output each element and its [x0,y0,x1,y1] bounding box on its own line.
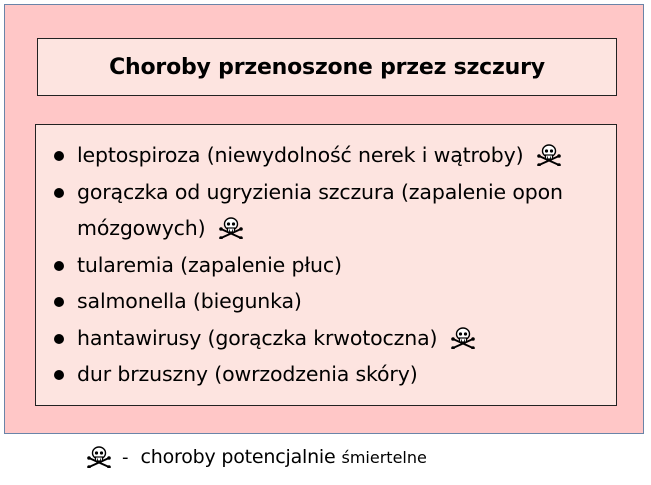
disease-list-box [35,124,617,406]
legend-text: choroby potencjalnie [140,446,336,468]
disease-name: salmonella (biegunka) [77,289,302,313]
skull-crossbones-icon [450,327,476,349]
bullet-icon [54,261,64,271]
disease-name: dur brzuszny (owrzodzenia skóry) [77,362,418,386]
skull-crossbones-icon [536,144,562,166]
disease-list [36,125,616,393]
bullet-icon [54,188,64,198]
bullet-icon [54,334,64,344]
list-item [36,320,616,357]
bullet-icon [54,297,64,307]
bullet-icon [54,151,64,161]
disease-name: hantawirusy (gorączka krwotoczna) [77,325,438,350]
skull-crossbones-icon [218,217,244,239]
list-item [36,174,616,247]
disease-name: gorączka od ugryzienia szczura (zapalenie opon mózgowych) [77,179,563,240]
list-item [36,137,616,174]
list-item [36,247,616,284]
list-item [36,356,616,393]
legend [86,446,427,468]
legend-dash: - [122,446,129,468]
title-box [37,38,617,96]
list-item [36,283,616,320]
page-title: Choroby przenoszone przez szczury [109,54,545,80]
outer-panel [4,4,644,434]
disease-name: leptospiroza (niewydolność nerek i wątroby) [77,143,524,167]
skull-crossbones-icon [86,446,112,468]
legend-text-deadly: śmiertelne [341,447,427,467]
bullet-icon [54,370,64,380]
disease-name: tularemia (zapalenie płuc) [77,252,342,277]
